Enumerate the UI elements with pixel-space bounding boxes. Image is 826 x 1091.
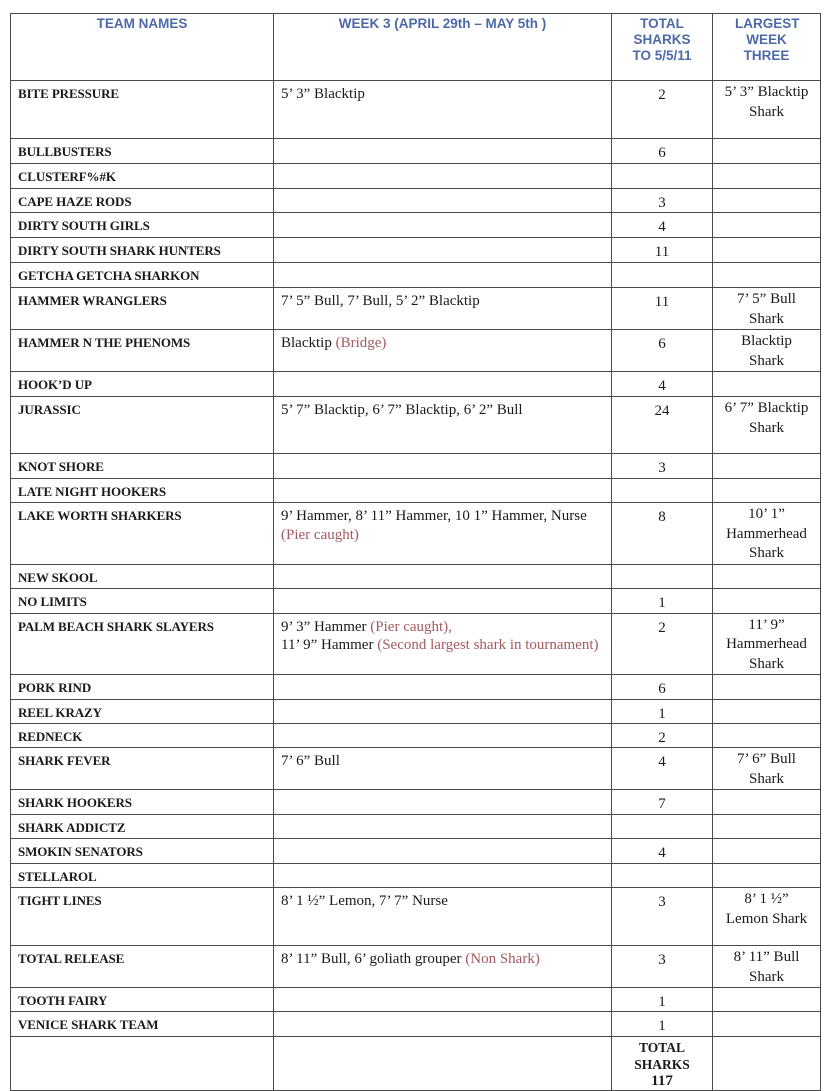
total-sharks: 4 [612, 748, 713, 790]
team-name: REEL KRAZY [11, 700, 274, 724]
header-week: WEEK 3 (APRIL 29th – MAY 5th ) [274, 14, 612, 81]
largest-week-three [713, 479, 821, 503]
team-name: BULLBUSTERS [11, 139, 274, 164]
team-name: REDNECK [11, 724, 274, 748]
largest-week-three [713, 724, 821, 748]
week-catch [274, 213, 612, 238]
total-sharks: 3 [612, 189, 713, 213]
table-row [11, 790, 821, 815]
largest-week-three [713, 564, 821, 588]
week-catch [274, 564, 612, 588]
catch-note: (Bridge) [335, 335, 387, 351]
total-sharks: 4 [612, 839, 713, 864]
total-sharks: 7 [612, 790, 713, 815]
total-sharks: 6 [612, 675, 713, 700]
footer-total-cell [612, 1037, 713, 1091]
catch-note: (Second largest shark in tournament) [377, 637, 599, 653]
catch-text: 7’ 6” Bull [281, 753, 340, 769]
team-name: HAMMER WRANGLERS [11, 288, 274, 330]
largest-week-three [713, 454, 821, 479]
largest-week-three [713, 1012, 821, 1037]
team-name: SHARK FEVER [11, 748, 274, 790]
team-name: PALM BEACH SHARK SLAYERS [11, 613, 274, 675]
week-catch [274, 790, 612, 815]
team-name: SHARK HOOKERS [11, 790, 274, 815]
total-sharks: 6 [612, 330, 713, 372]
team-name: TOTAL RELEASE [11, 946, 274, 988]
team-name: HAMMER N THE PHENOMS [11, 330, 274, 372]
table-row [11, 288, 821, 330]
catch-text: 9’ 3” Hammer [281, 618, 371, 635]
team-name: TIGHT LINES [11, 888, 274, 946]
week-catch [274, 724, 612, 748]
total-sharks [612, 564, 713, 588]
team-name: BITE PRESSURE [11, 81, 274, 139]
largest-week-three: 8’ 11” Bull Shark [713, 946, 821, 988]
header-largest-week: LARGEST WEEK THREE [713, 14, 821, 81]
shark-tournament-table [10, 13, 821, 1091]
header-total-sharks: TOTAL SHARKS TO 5/5/11 [612, 14, 713, 81]
team-name: TOOTH FAIRY [11, 988, 274, 1012]
largest-week-three [713, 164, 821, 189]
total-sharks [612, 815, 713, 839]
week-catch [274, 238, 612, 263]
footer-empty-team [11, 1037, 274, 1091]
total-sharks: 2 [612, 724, 713, 748]
catch-text: 5’ 3” Blacktip [281, 86, 365, 102]
largest-week-three [713, 675, 821, 700]
total-sharks: 4 [612, 372, 713, 397]
week-catch [274, 988, 612, 1012]
total-sharks: 24 [612, 397, 713, 454]
table-row [11, 213, 821, 238]
total-sharks: 1 [612, 988, 713, 1012]
footer-empty-catch [274, 1037, 612, 1091]
total-sharks: 4 [612, 213, 713, 238]
largest-week-three [713, 815, 821, 839]
week-catch [274, 946, 612, 988]
table-row [11, 588, 821, 613]
table-row [11, 238, 821, 263]
largest-week-three [713, 988, 821, 1012]
week-catch [274, 263, 612, 288]
largest-week-three: 7’ 6” Bull Shark [713, 748, 821, 790]
largest-week-three [713, 189, 821, 213]
week-catch [274, 748, 612, 790]
footer-total-label: TOTAL SHARKS [634, 1040, 690, 1072]
total-sharks: 3 [612, 946, 713, 988]
total-sharks: 11 [612, 238, 713, 263]
total-sharks: 2 [612, 613, 713, 675]
catch-text: 8’ 11” Bull, 6’ goliath grouper [281, 951, 466, 967]
team-name: LAKE WORTH SHARKERS [11, 503, 274, 565]
total-sharks: 3 [612, 888, 713, 946]
week-catch [274, 139, 612, 164]
catch-text: 8’ 1 ½” Lemon, 7’ 7” Nurse [281, 893, 448, 909]
table-row [11, 613, 821, 675]
largest-week-three [713, 588, 821, 613]
table-body [11, 81, 821, 1037]
total-sharks: 1 [612, 1012, 713, 1037]
week-catch [274, 330, 612, 372]
week-catch [274, 864, 612, 888]
week-catch [274, 81, 612, 139]
total-sharks [612, 479, 713, 503]
table-row [11, 815, 821, 839]
week-catch [274, 372, 612, 397]
catch-note: (Non Shark) [465, 951, 540, 967]
largest-week-three [713, 139, 821, 164]
footer-total-value: 117 [651, 1073, 673, 1089]
table-row [11, 724, 821, 748]
header-row [11, 14, 821, 81]
table-row [11, 675, 821, 700]
week-catch [274, 613, 612, 675]
week-catch [274, 397, 612, 454]
table-row [11, 454, 821, 479]
team-name: KNOT SHORE [11, 454, 274, 479]
table-row [11, 564, 821, 588]
total-sharks [612, 164, 713, 189]
catch-text: Blacktip [281, 335, 336, 351]
table-row [11, 263, 821, 288]
table-row [11, 503, 821, 565]
table-row [11, 748, 821, 790]
total-sharks [612, 864, 713, 888]
week-catch [274, 164, 612, 189]
team-name: VENICE SHARK TEAM [11, 1012, 274, 1037]
week-catch [274, 888, 612, 946]
footer-row [11, 1037, 821, 1091]
team-name: JURASSIC [11, 397, 274, 454]
table-row [11, 372, 821, 397]
table-row [11, 330, 821, 372]
week-catch [274, 479, 612, 503]
week-catch [274, 839, 612, 864]
total-sharks: 3 [612, 454, 713, 479]
header-team-names: TEAM NAMES [11, 14, 274, 81]
table-row [11, 946, 821, 988]
team-name: DIRTY SOUTH SHARK HUNTERS [11, 238, 274, 263]
largest-week-three: 8’ 1 ½” Lemon Shark [713, 888, 821, 946]
week-catch [274, 700, 612, 724]
largest-week-three [713, 263, 821, 288]
table-row [11, 397, 821, 454]
table-row [11, 164, 821, 189]
catch-note: (Pier caught), [370, 618, 452, 635]
total-sharks: 11 [612, 288, 713, 330]
largest-week-three: 6’ 7” Blacktip Shark [713, 397, 821, 454]
team-name: SMOKIN SENATORS [11, 839, 274, 864]
team-name: CAPE HAZE RODS [11, 189, 274, 213]
team-name: PORK RIND [11, 675, 274, 700]
table-row [11, 888, 821, 946]
team-name: HOOK’D UP [11, 372, 274, 397]
team-name: GETCHA GETCHA SHARKON [11, 263, 274, 288]
week-catch [274, 815, 612, 839]
largest-week-three [713, 839, 821, 864]
week-catch [274, 454, 612, 479]
footer-empty-largest [713, 1037, 821, 1091]
table-row [11, 81, 821, 139]
total-sharks [612, 263, 713, 288]
table-row [11, 479, 821, 503]
largest-week-three: 11’ 9” Hammerhead Shark [713, 613, 821, 675]
largest-week-three [713, 238, 821, 263]
team-name: STELLAROL [11, 864, 274, 888]
week-catch [274, 588, 612, 613]
table-row [11, 700, 821, 724]
table-row [11, 864, 821, 888]
catch-text: 9’ Hammer, 8’ 11” Hammer, 10 1” Hammer, Nurse [281, 508, 587, 524]
largest-week-three: Blacktip Shark [713, 330, 821, 372]
total-sharks: 1 [612, 700, 713, 724]
total-sharks: 1 [612, 588, 713, 613]
table-row [11, 1012, 821, 1037]
largest-week-three: 10’ 1” Hammerhead Shark [713, 503, 821, 565]
table-row [11, 988, 821, 1012]
largest-week-three: 5’ 3” Blacktip Shark [713, 81, 821, 139]
team-name: NEW SKOOL [11, 564, 274, 588]
largest-week-three [713, 700, 821, 724]
week-catch [274, 1012, 612, 1037]
team-name: NO LIMITS [11, 588, 274, 613]
total-sharks: 8 [612, 503, 713, 565]
largest-week-three [713, 864, 821, 888]
catch-text: 7’ 5” Bull, 7’ Bull, 5’ 2” Blacktip [281, 293, 480, 309]
week-catch [274, 675, 612, 700]
team-name: SHARK ADDICTZ [11, 815, 274, 839]
largest-week-three [713, 213, 821, 238]
table-row [11, 839, 821, 864]
team-name: DIRTY SOUTH GIRLS [11, 213, 274, 238]
catch-text: 5’ 7” Blacktip, 6’ 7” Blacktip, 6’ 2” Bull [281, 402, 523, 418]
catch-note: (Pier caught) [281, 526, 359, 543]
team-name: CLUSTERF%#K [11, 164, 274, 189]
week-catch [274, 503, 612, 565]
table-row [11, 189, 821, 213]
week-catch [274, 288, 612, 330]
total-sharks: 2 [612, 81, 713, 139]
largest-week-three [713, 372, 821, 397]
week-catch [274, 189, 612, 213]
catch-text: 11’ 9” Hammer [281, 637, 378, 653]
table-row [11, 139, 821, 164]
largest-week-three: 7’ 5” Bull Shark [713, 288, 821, 330]
largest-week-three [713, 790, 821, 815]
total-sharks: 6 [612, 139, 713, 164]
team-name: LATE NIGHT HOOKERS [11, 479, 274, 503]
